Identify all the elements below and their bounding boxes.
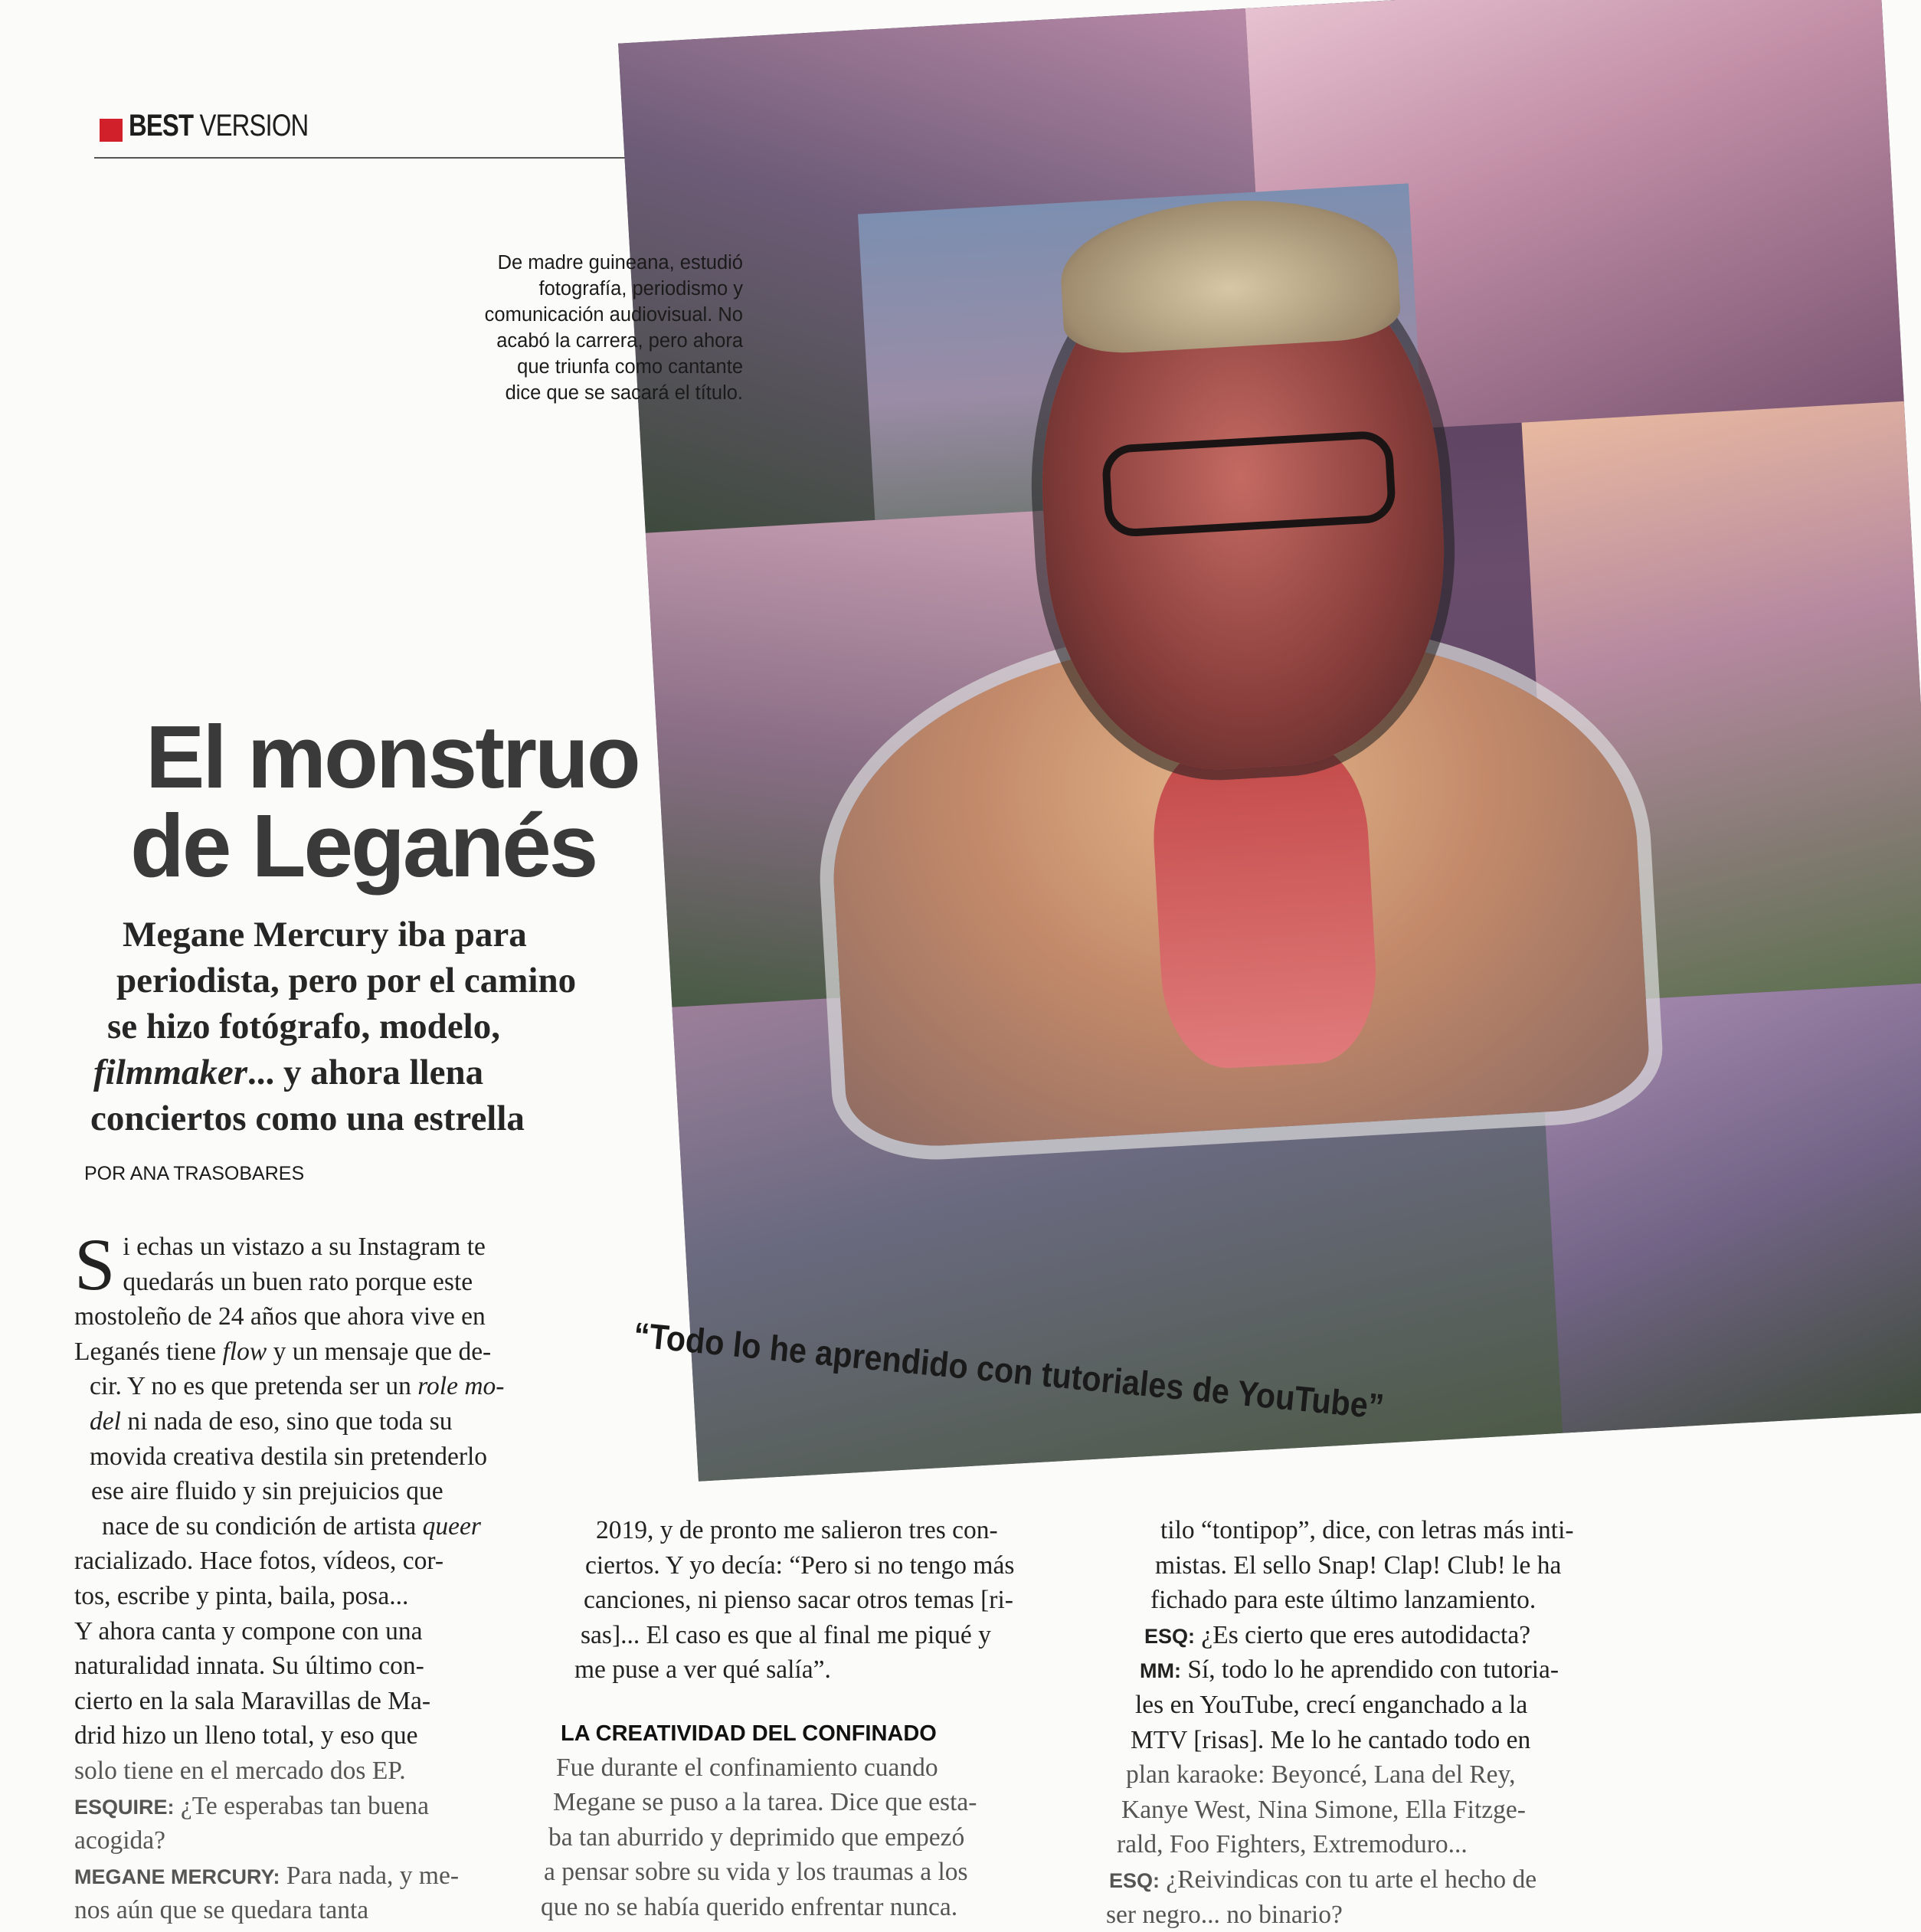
deck-line: Megane Mercury iba para (123, 915, 527, 955)
body-line: les en YouTube, crecí enganchado a la (1135, 1690, 1528, 1719)
section-heading: LA CREATIVIDAD DEL CONFINADO (561, 1721, 937, 1746)
body-column-3 (1103, 1513, 1662, 1932)
caption-line: De madre guineana, estudió (497, 252, 743, 273)
caption-line: comunicación audiovisual. No (484, 304, 743, 326)
body-line: ciertos. Y yo decía: “Pero si no tengo más (585, 1551, 1015, 1580)
headline-line: El monstruo (146, 707, 639, 807)
body-line: MTV [risas]. Me lo he cantado todo en (1131, 1725, 1531, 1754)
body-line: ese aire fluido y sin prejuicios que (91, 1477, 443, 1506)
body-line: racializado. Hace fotos, vídeos, cor- (74, 1547, 444, 1576)
caption-line: acabó la carrera, pero ahora (496, 330, 743, 352)
body-line: nos aún que se quedara tanta (74, 1896, 369, 1925)
drop-cap: S (74, 1223, 116, 1305)
caption-line: fotografía, periodismo y (538, 278, 743, 300)
body-line: fichado para este último lanzamiento. (1150, 1586, 1536, 1615)
body-line: Kanye West, Nina Simone, Ella Fitzge- (1121, 1795, 1526, 1824)
body-line: MEGANE MERCURY: Para nada, y me- (74, 1861, 459, 1890)
body-line: acogida? (74, 1826, 166, 1855)
body-line: i echas un vistazo a su Instagram te (123, 1233, 486, 1261)
body-line: que no se había querido enfrentar nunca. (541, 1892, 958, 1921)
body-line: solo tiene en el mercado dos EP. (74, 1756, 406, 1785)
body-line: me puse a ver qué salía”. (574, 1655, 831, 1685)
body-column-1 (74, 1223, 595, 1928)
body-line: ESQ: ¿Es cierto que eres autodidacta? (1144, 1620, 1531, 1649)
photo-caption (398, 250, 743, 406)
section-color-mark (100, 119, 123, 142)
body-line: Fue durante el confinamiento cuando (556, 1753, 938, 1782)
body-line: del ni nada de eso, sino que toda su (90, 1406, 453, 1436)
article-deck (84, 912, 636, 1141)
body-line: ESQ: ¿Reivindicas con tu arte el hecho de (1109, 1865, 1537, 1894)
deck-line: se hizo fotógrafo, modelo, (107, 1007, 500, 1046)
body-line: a pensar sobre su vida y los traumas a los (544, 1858, 968, 1887)
body-line: rald, Foo Fighters, Extremoduro... (1117, 1830, 1468, 1859)
deck-line: conciertos como una estrella (90, 1099, 525, 1138)
body-line: Y ahora canta y compone con una (74, 1616, 423, 1645)
body-line: cierto en la sala Maravillas de Ma- (74, 1686, 431, 1715)
collage-photo (618, 0, 1921, 1482)
body-line: sas]... El caso es que al final me piqué y (581, 1620, 991, 1649)
body-line: naturalidad innata. Su último con- (74, 1652, 424, 1681)
body-line: tilo “tontipop”, dice, con letras más inti- (1160, 1516, 1574, 1544)
body-line: mostoleño de 24 años que ahora vive en (74, 1302, 486, 1331)
body-column-2 (536, 1513, 1118, 1925)
body-line: drid hizo un lleno total, y eso que (74, 1721, 418, 1750)
body-line: ESQUIRE: ¿Te esperabas tan buena (74, 1791, 430, 1820)
body-line: MM: Sí, todo lo he aprendido con tutoria- (1140, 1655, 1559, 1685)
body-line: cir. Y no es que pretenda ser un role mo- (90, 1372, 505, 1401)
body-line: Megane se puso a la tarea. Dice que esta- (553, 1788, 977, 1817)
body-line: nace de su condición de artista queer (102, 1511, 481, 1541)
body-line: ba tan aburrido y deprimido que empezó (548, 1822, 965, 1852)
portrait-neck (1149, 738, 1381, 1072)
deck-line: periodista, pero por el camino (116, 961, 577, 1000)
section-label: BEST VERSION (129, 109, 309, 142)
body-line: mistas. El sello Snap! Clap! Club! le ha (1155, 1551, 1562, 1580)
caption-line: dice que se sacará el título. (505, 382, 743, 404)
body-line: plan karaoke: Beyoncé, Lana del Rey, (1126, 1760, 1516, 1790)
body-line: ser negro... no binario? (1106, 1900, 1343, 1929)
article-headline (130, 707, 639, 896)
glasses-icon (1101, 430, 1396, 538)
caption-line: que triunfa como cantante (517, 356, 743, 378)
deck-line: filmmaker... y ahora llena (93, 1053, 484, 1092)
body-line: Leganés tiene flow y un mensaje que de- (74, 1337, 492, 1366)
pull-quote: “Todo lo he aprendido con tutoriales de YouTube” (631, 1314, 1386, 1427)
body-line: movida creativa destila sin pretenderlo (90, 1442, 488, 1471)
body-line: 2019, y de pronto me salieron tres con- (596, 1516, 998, 1544)
body-line: canciones, ni pienso sacar otros temas [ri- (584, 1586, 1013, 1615)
byline: POR ANA TRASOBARES (84, 1163, 305, 1184)
body-line: tos, escribe y pinta, baila, posa... (74, 1581, 409, 1610)
body-line: quedarás un buen rato porque este (123, 1267, 473, 1296)
headline-line: de Leganés (130, 796, 597, 896)
